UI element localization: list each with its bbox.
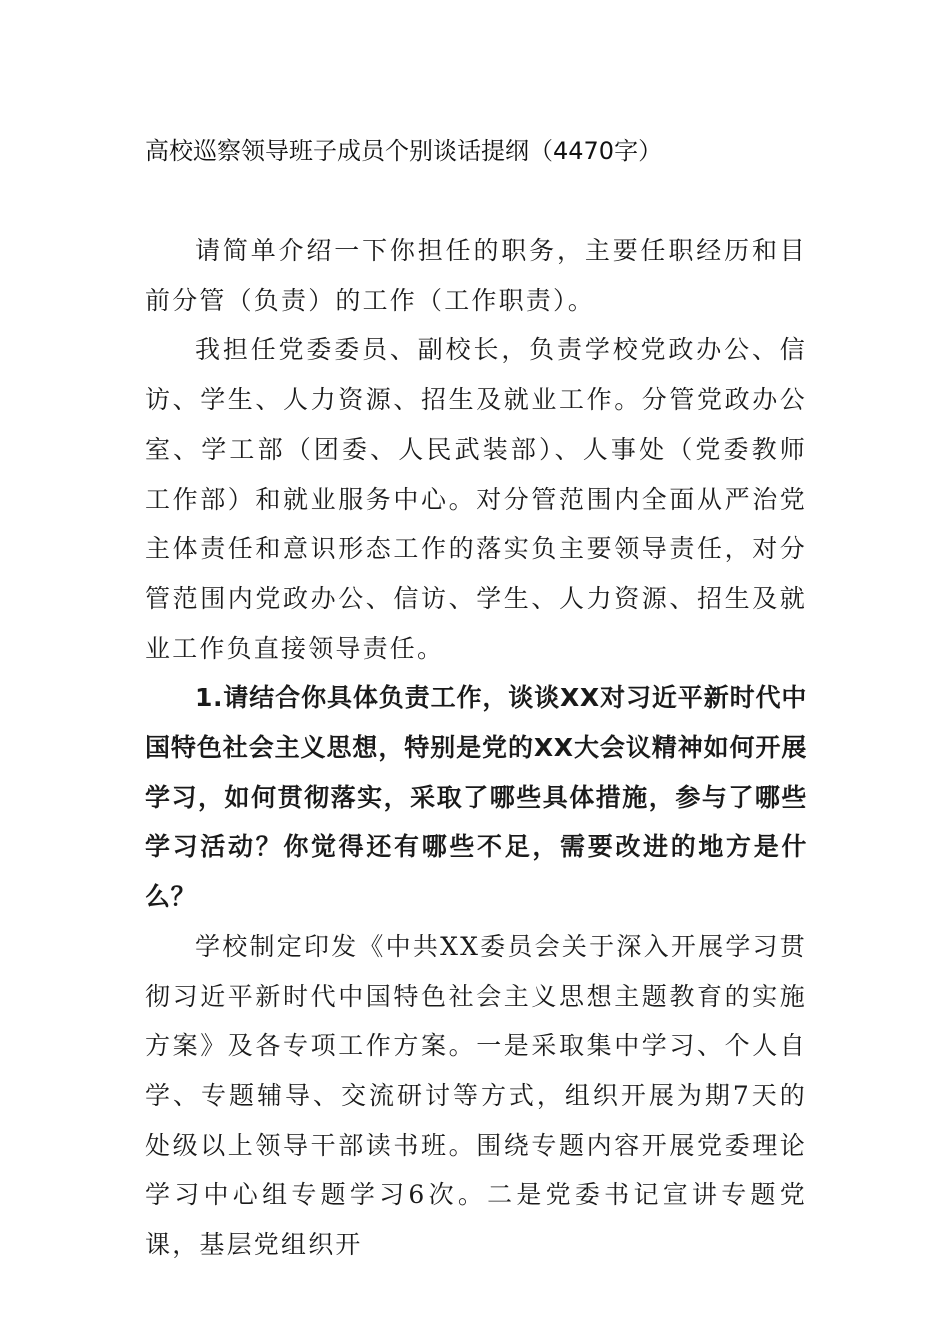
paragraph-intro-answer: 我担任党委委员、副校长，负责学校党政办公、信访、学生、人力资源、招生及就业工作。分管党政办公室、学工部（团委、人民武装部）、人事处（党委教师工作部）和就业服务中心。对分管范围内全面从严治党主体责任和意识形态工作的落实负主要领导责任，对分管范围内党政办公、信访、学生、人力资源、招生及就业工作负直接领导责任。 [145,335,807,663]
paragraph-intro-question: 请简单介绍一下你担任的职务，主要任职经历和目前分管（负责）的工作（工作职责）。 [145,236,807,315]
paragraph-answer-1: 学校制定印发《中共XX委员会关于深入开展学习贯彻习近平新时代中国特色社会主义思想主题教育的实施方案》及各专项工作方案。一是采取集中学习、个人自学、专题辅导、交流研讨等方式，组织开展为期7天的处级以上领导干部读书班。围绕专题内容开展党委理论学习中心组专题学习6次。二是党委书记宣讲专题党课，基层党组织开 [145,931,807,1260]
document-body [145,226,807,1270]
document-title: 高校巡察领导班子成员个别谈话提纲（4470字） [145,137,663,165]
paragraph-question-1: 1.请结合你具体负责工作，谈谈XX对习近平新时代中国特色社会主义思想，特别是党的XX大会议精神如何开展学习，如何贯彻落实，采取了哪些具体措施，参与了哪些学习活动？你觉得还有哪些不足，需要改进的地方是什么？ [145,683,807,912]
